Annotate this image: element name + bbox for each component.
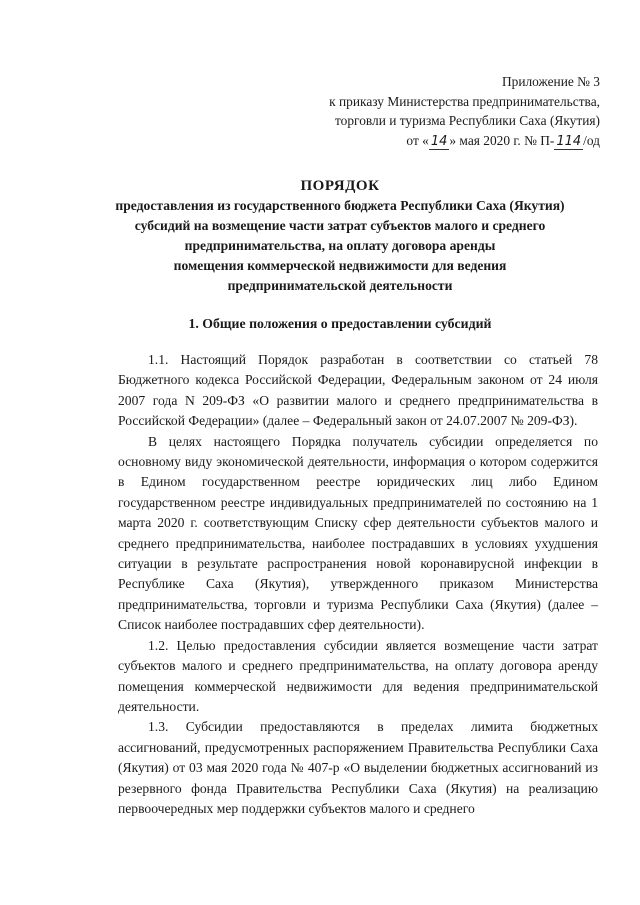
appendix-date-line: [300, 131, 600, 151]
date-prefix: от «: [406, 132, 429, 148]
title-line-4: помещения коммерческой недвижимости для ведения: [173, 258, 507, 273]
paragraph-1-2: 1.2. Целью предоставления субсидии является возмещение части затрат субъектов малого и среднего предпринимательства, на оплату договора аренду помещения коммерческой недвижимости для ведения предпринимательской деятельности.: [118, 637, 598, 714]
appendix-header: [300, 72, 600, 150]
section-body: [118, 350, 598, 819]
paragraph-1-1: 1.1. Настоящий Порядок разработан в соответствии со статьей 78 Бюджетного кодекса Российской Федерации, Федеральным законом от 24 июля 2007 года N 209-ФЗ «О развитии малого и среднего предпринимательства в Российской Федерации» (далее – Федеральный закон от 24.07.2007 № 209-ФЗ).: [118, 352, 598, 429]
title-line-3: предпринимательства, на оплату договора аренды: [184, 238, 496, 253]
document-title: [80, 176, 600, 296]
title-line-2: субсидий на возмещение части затрат субъектов малого и среднего: [134, 218, 546, 233]
paragraph-recipient-definition: В целях настоящего Порядка получатель субсидии определяется по основному виду экономической деятельности, информация о котором содержится в Едином государственном реестре юридических лиц либо Едином государственном реестре индивидуальных предпринимателей по состоянию на 1 марта 2020 г. соответствующим Списку сфер деятельности субъектов малого и среднего предпринимательства, наиболее пострадавших в условиях ухудшения ситуации в результате распространения новой коронавирусной инфекции в Республике Саха (Якутия), утвержденного приказом Министерства предпринимательства, торговли и туризма Республики Саха (Якутия) (далее – Список наиболее пострадавших сфер деятельности).: [118, 433, 598, 633]
title-main: ПОРЯДОК: [300, 178, 380, 194]
title-line-1: предоставления из государственного бюджета Республики Саха (Якутия): [115, 198, 565, 213]
section-heading: 1. Общие положения о предоставлении субсидий: [188, 316, 492, 331]
date-suffix: /од: [583, 132, 600, 148]
title-line-5: предпринимательской деятельности: [227, 278, 453, 293]
handwritten-day: 14: [430, 133, 448, 149]
appendix-number: Приложение № 3: [501, 74, 600, 89]
handwritten-order-number: 114: [556, 133, 582, 149]
appendix-ministry: торговли и туризма Республики Саха (Якутия): [334, 113, 600, 128]
date-mid: » мая 2020 г. № П-: [449, 132, 555, 148]
appendix-order-ref: к приказу Министерства предпринимательства,: [329, 93, 600, 109]
paragraph-1-3: 1.3. Субсидии предоставляются в пределах лимита бюджетных ассигнований, предусмотренных распоряжением Правительства Республики Саха (Якутия) от 03 мая 2020 года № 407-р «О выделении бюджетных ассигнований из резервного фонда Правительства Республики Саха (Якутия) на реализацию первоочередных мер поддержки субъектов малого и среднего: [118, 719, 598, 816]
